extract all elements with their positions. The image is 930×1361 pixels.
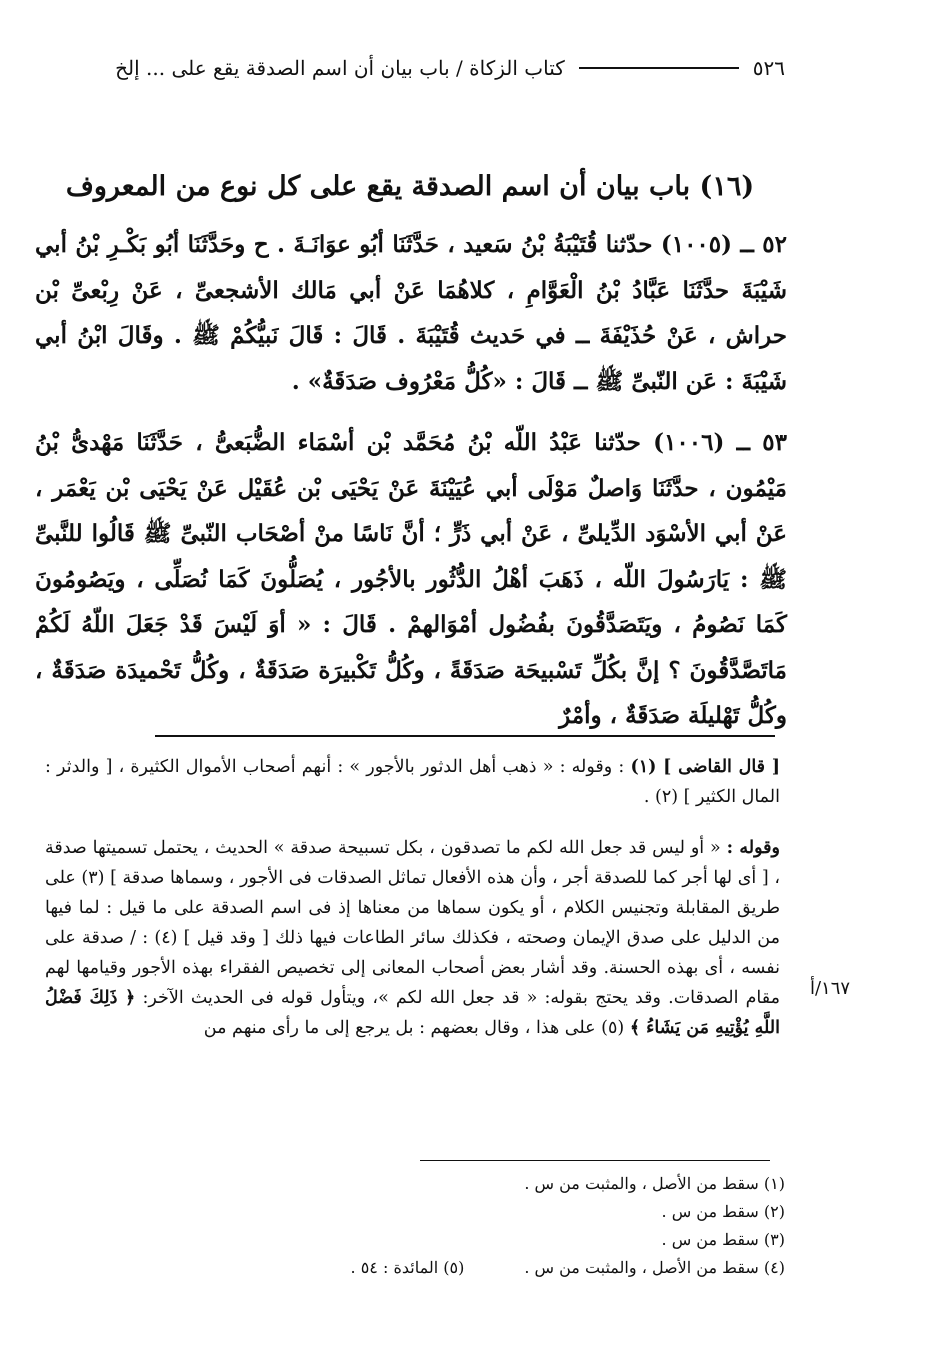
running-title: كتاب الزكاة / باب بيان أن اسم الصدقة يقع على ... إلخ <box>115 56 565 80</box>
commentary-paragraph-1 <box>45 752 780 812</box>
footnote-row <box>240 1254 785 1282</box>
hadith-53 <box>35 420 787 739</box>
hadith-number: ٥٣ ــ (١٠٠٦) <box>653 429 787 456</box>
commentary-text: (٥) على هذا ، وقال بعضهم : بل يرجع إلى ما رأى منهم من <box>203 1018 625 1038</box>
hadith-52 <box>35 222 787 404</box>
header-rule <box>579 67 739 69</box>
footnote-1: (١) سقط من الأصل ، والمثبت من س . <box>524 1174 785 1193</box>
footnote-4: (٤) سقط من الأصل ، والمثبت من س . <box>524 1258 785 1277</box>
footnote-3: (٣) سقط من س . <box>661 1230 785 1249</box>
footnote-2: (٢) سقط من س . <box>661 1202 785 1221</box>
commentary-paragraph-2 <box>45 833 780 1043</box>
commentary-divider <box>155 735 775 737</box>
running-header <box>35 52 785 84</box>
hadith-text: حدّثنا قُتَيْبَةُ بْنُ سَعيد ، حَدَّثَنَا أبُو عوَانَـةَ . ح وحَدَّثَنَا أبُو بَكْـرِ بْنُ أبي شَيْبَةَ حدَّثَنَا عَبَّادُ بْنُ الْعَوَّامِ ، كلاهُمَا عَنْ أبي مَالك الأشجعىِّ ، عَنْ رِبْعىِّ بْن حراش ، عَنْ حُذَيْفَةَ ــ في حَديث قُتَيْبَةَ . قَالَ : قَالَ نَبيُّكُمْ ﷺ . وقَالَ ابْنُ أبي شَيْبَةَ : عَن النّبىِّ ﷺ ــ قَالَ : «كُلُّ مَعْرُوف صَدَقَةٌ» . <box>35 231 787 395</box>
commentary-lead: [ قال القاضى ] (١) <box>630 757 780 777</box>
page-number: ٥٢٦ <box>752 56 785 80</box>
commentary-text: : وقوله : « ذهب أهل الدثور بالأجور » : أنهم أصحاب الأموال الكثيرة ، [ والدثر : المال الكثير ] (٢) . <box>45 757 780 807</box>
quran-quote: ﴿ ذَلِكَ فَضْلُ اللَّهِ يُؤْتِيهِ مَن يَشَاءُ ﴾ <box>45 988 780 1038</box>
hadith-number: ٥٢ ــ (١٠٠٥) <box>660 231 787 258</box>
commentary-lead: وقوله : <box>726 838 780 858</box>
commentary-text: « أو ليس قد جعل الله لكم ما تصدقون ، بكل تسبيحة صدقة » الحديث ، يحتمل تسميتها صدقة ، [ أى لها أجر كما للصدقة أجر ، وأن هذه الأفعال تماثل الصدقات فى الأجور ، وسماها صدقة ] (٣) على طريق المقابلة وتجنيس الكلام ، أو يكون سماها من معناها إذ فى اسم الصدقة على ما قيل : لما فيها من الدليل على صدق الإيمان وصحته ، فكذلك سائر الطاعات فيها ذلك [ وقد قيل ] (٤) : / صدقة على نفسه ، أى بهذه الحسنة. وقد أشار بعض أصحاب المعانى إلى تخصيص الفقراء بهذه الأجور وقيامها لهم مقام الصدقات. وقد يحتج بقوله: « قد جعل الله لكم »، ويتأول قوله فى الحديث الآخر: <box>45 838 780 1008</box>
hadith-text: حدّثنا عَبْدُ اللّه بْنُ مُحَمَّد بْن أسْمَاء الضُّبَعىُّ ، حَدَّثَنَا مَهْدىُّ بْنُ مَيْمُون ، حدَّثَنَا وَاصلٌ مَوْلَى أبي عُيَيْنَةَ عَنْ يَحْيَى بْن عُقَيْل عَنْ يَحْيَى بْن يَعْمَر ، عَنْ أبي الأسْوَد الدِّيلىِّ ، عَنْ أبي ذَرٍّ ؛ أنَّ نَاسًا منْ أصْحَاب النّبىِّ ﷺ قَالُوا للنَّبىِّ ﷺ : يَارَسُولَ اللّه ، ذَهَبَ أهْلُ الدُّثُور بالأجُور ، يُصَلُّونَ كَمَا نُصَلِّى ، ويَصُومُونَ كَمَا نَصُومُ ، ويَتَصَدَّقُونَ بفُضُول أمْوَالهمْ . قَالَ : « أوَ لَيْسَ قَدْ جَعَلَ اللّهُ لَكُمْ مَاتَصَّدَّقُونَ ؟ إنَّ بكُلِّ تَسْبيحَة صَدَقَةً ، وكُلُّ تَكْبيرَة صَدَقَةٌ ، وكُلُّ تَحْميدَة صَدَقَةٌ ، وكُلُّ تَهْليلَة صَدَقَةٌ ، وأمْرٌ <box>35 429 787 729</box>
footnote-divider <box>420 1160 770 1161</box>
chapter-title: (١٦) باب بيان أن اسم الصدقة يقع على كل نوع من المعروف <box>65 171 755 202</box>
manuscript-folio-marker: ١٦٧/أ <box>809 978 851 999</box>
footnote-5: (٥) المائدة : ٥٤ . <box>350 1258 465 1277</box>
footnotes <box>240 1170 785 1282</box>
